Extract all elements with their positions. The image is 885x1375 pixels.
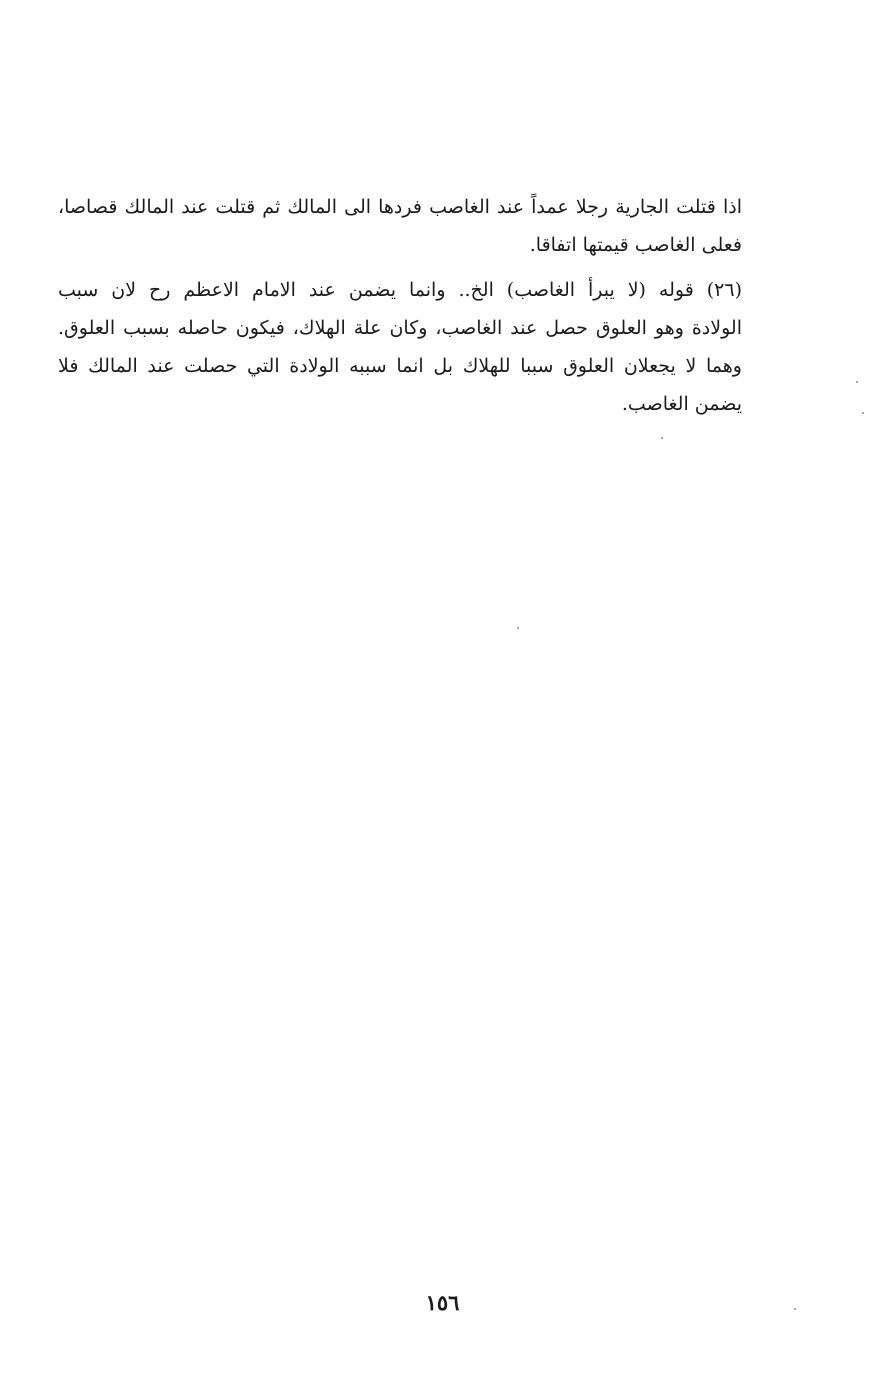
scan-speck xyxy=(661,437,663,439)
paragraph-2-line-2: الولادة وهو العلوق حصل عند الغاصب، وكان علة الهلاك، فيكون حاصله بسبب العلوق. xyxy=(58,317,742,339)
paragraph-2 xyxy=(58,271,742,423)
paragraph-1 xyxy=(58,188,742,264)
scan-speck xyxy=(794,1308,796,1310)
paragraph-2-line-3: وهما لا يجعلان العلوق سببا للهلاك بل انما سببه الولادة التي حصلت عند المالك فلا xyxy=(58,355,742,377)
paragraph-2-line-1: (٢٦) قوله (لا يبرأ الغاصب) الخ.. وانما يضمن عند الامام الاعظم رح لان سبب xyxy=(58,279,742,301)
paragraph-2-line-4: يضمن الغاصب. xyxy=(621,393,742,415)
scan-speck xyxy=(856,381,858,383)
scan-speck xyxy=(862,412,864,414)
paragraph-1-line-1: اذا قتلت الجارية رجلا عمداً عند الغاصب فردها الى المالك ثم قتلت عند المالك قصاصا، xyxy=(58,196,742,218)
scan-speck xyxy=(517,627,519,629)
paragraph-1-line-2: فعلى الغاصب قيمتها اتفاقا. xyxy=(529,234,742,256)
page-number: ١٥٦ xyxy=(425,1290,460,1315)
